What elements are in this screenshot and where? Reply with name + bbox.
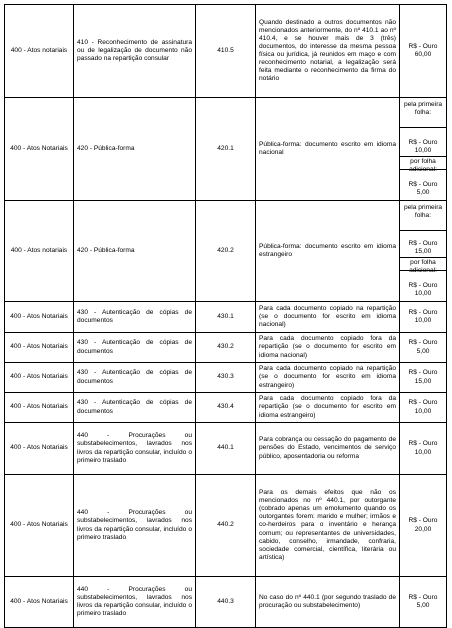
code-cell: 430.4	[196, 393, 256, 423]
fee-cell	[400, 201, 447, 302]
code-cell: 420.2	[196, 201, 256, 302]
fee-cell	[400, 5, 447, 98]
category-cell: 400 - Atos notariais	[5, 201, 74, 302]
service-cell: 440 - Procurações ou substabelecimentos, lavrados nos livros da repartição consular, incluído o primeiro traslado	[74, 577, 196, 628]
table-row	[5, 333, 447, 363]
fee-table	[4, 4, 447, 628]
fee-value: R$ - Ouro 5,00	[400, 169, 446, 198]
table-row	[5, 423, 447, 475]
fee-cell	[400, 393, 447, 423]
fee-cell	[400, 475, 447, 577]
code-cell: 430.3	[196, 363, 256, 393]
description-cell: Para cada documento copiado na repartição (se o documento for escrito em idioma estrangeiro)	[256, 363, 400, 393]
fee-value: R$ - Ouro 10,00	[408, 440, 438, 456]
fee-value: R$ - Ouro 15,00	[408, 369, 438, 385]
category-cell: 400 - Atos notariais	[5, 5, 74, 98]
fee-label: por folha adicional:	[400, 156, 446, 169]
fee-value: R$ - Ouro 5,00	[408, 339, 438, 355]
fee-cell	[400, 423, 447, 475]
fee-cell	[400, 333, 447, 363]
code-cell: 440.2	[196, 475, 256, 577]
fee-value: R$ - Ouro 10,00	[408, 308, 438, 324]
service-cell: 440 - Procurações ou substabelecimentos, lavrados nos livros da repartição consular, incluído o primeiro traslado	[74, 475, 196, 577]
service-cell: 410 - Reconhecimento de assinatura ou de legalização de documento não passado na repartição consular	[74, 5, 196, 98]
fee-label: por folha adicional:	[400, 257, 446, 270]
table-row	[5, 5, 447, 98]
service-cell: 440 - Procurações ou substabelecimentos, lavrados nos livros da repartição consular, incluído o primeiro traslado	[74, 423, 196, 475]
code-cell: 430.2	[196, 333, 256, 363]
description-cell: Para cada documento copiado fora da repartição (se o documento for escrito em idioma nacional)	[256, 333, 400, 363]
category-cell: 400 - Atos Notariais	[5, 363, 74, 393]
fee-value: R$ - Ouro 5,00	[408, 593, 438, 609]
table-row	[5, 302, 447, 333]
category-cell: 400 - Atos Notariais	[5, 577, 74, 628]
table-row	[5, 98, 447, 201]
category-cell: 400 - Atos Notariais	[5, 333, 74, 363]
service-cell: 430 - Autenticação de cópias de documentos	[74, 393, 196, 423]
description-cell: Para cada documento copiado fora da repartição (se o documento for escrito em idioma estrangeiro)	[256, 393, 400, 423]
service-cell: 420 - Pública-forma	[74, 201, 196, 302]
fee-cell	[400, 363, 447, 393]
service-cell: 430 - Autenticação de cópias de documentos	[74, 333, 196, 363]
category-cell: 400 - Atos Notariais	[5, 393, 74, 423]
category-cell: 400 - Atos Notariais	[5, 98, 74, 201]
fee-cell	[400, 577, 447, 628]
description-cell: Para os demais efeitos que não os mencionados no nº 440.1, por outorgante (cobrado apenas um emolumento quando os outorgantes forem: marido e mulher; irmãos e co-herdeiros para o inventário e herança comum; ou representantes de universidades, cabido, conselho, irmandade, confraria, sociedade comercial, científica, literária ou artística)	[256, 475, 400, 577]
fee-cell	[400, 302, 447, 333]
description-cell: Pública-forma: documento escrito em idioma estrangeiro	[256, 201, 400, 302]
description-cell: Pública-forma: documento escrito em idioma nacional	[256, 98, 400, 201]
table-row	[5, 577, 447, 628]
code-cell: 440.3	[196, 577, 256, 628]
description-cell: No caso do nº 440.1 (por segundo traslado de procuração ou substabelecimento)	[256, 577, 400, 628]
code-cell: 420.1	[196, 98, 256, 201]
code-cell: 440.1	[196, 423, 256, 475]
code-cell: 430.1	[196, 302, 256, 333]
description-cell: Para cobrança ou cessação do pagamento de pensões do Estado, vencimentos de serviço público, aposentadoria ou reforma	[256, 423, 400, 475]
table-row	[5, 201, 447, 302]
category-cell: 400 - Atos Notariais	[5, 423, 74, 475]
description-cell: Quando destinado a outros documentos não mencionados anteriormente, do nº 410.1 ao nº 410.4, e se houver mais de 3 (três) documentos, do interesse da mesma pessoa física ou jurídica, já reunidos em maço e com reconhecimento notarial, a legalização será feita mediante o reconhecimento da firma do notário	[256, 5, 400, 98]
fee-value: R$ - Ouro 60,00	[408, 42, 438, 58]
fee-cell	[400, 98, 447, 201]
description-cell: Para cada documento copiado na repartição (se o documento for escrito em idioma nacional)	[256, 302, 400, 333]
service-cell: 430 - Autenticação de cópias de documentos	[74, 363, 196, 393]
category-cell: 400 - Atos Notariais	[5, 475, 74, 577]
table-row	[5, 363, 447, 393]
table-row	[5, 475, 447, 577]
service-cell: 420 - Pública-forma	[74, 98, 196, 201]
fee-value: R$ - Ouro 10,00	[408, 399, 438, 415]
category-cell: 400 - Atos Notariais	[5, 302, 74, 333]
fee-label: pela primeira folha:	[403, 101, 443, 117]
service-cell: 430 - Autenticação de cópias de documentos	[74, 302, 196, 333]
fee-value: R$ - Ouro 15,00	[400, 230, 446, 257]
fee-value: R$ - Ouro 20,00	[408, 517, 438, 533]
table-row	[5, 393, 447, 423]
fee-value: R$ - Ouro 10,00	[400, 127, 446, 156]
fee-label: pela primeira folha:	[403, 204, 443, 220]
code-cell: 410.5	[196, 5, 256, 98]
fee-value: R$ - Ouro 10,00	[400, 270, 446, 299]
